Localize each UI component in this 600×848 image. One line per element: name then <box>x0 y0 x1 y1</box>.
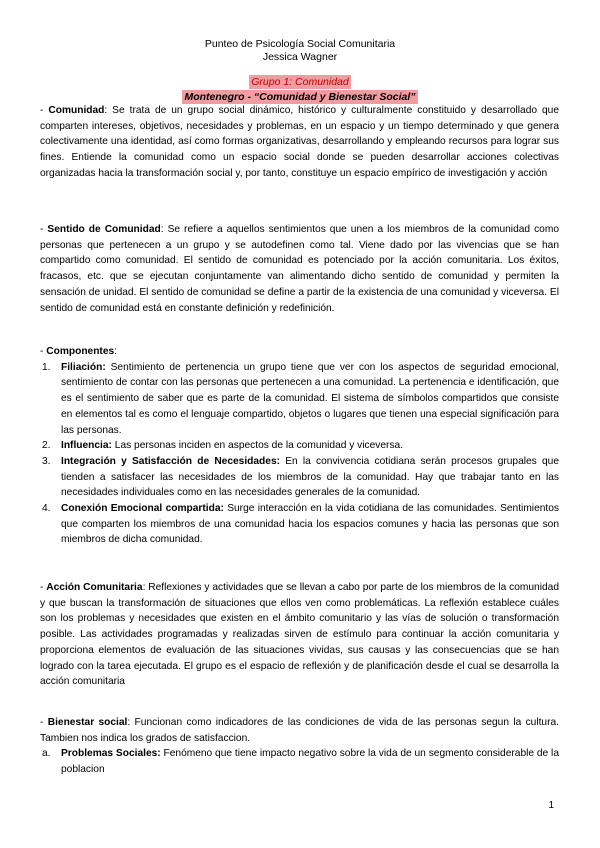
list-item <box>40 454 559 501</box>
list-text: Surge interacción en la vida cotidiana de las comunidades. Sentimientos que comparten los miembros de una comunidad hacia los espacios comunes y hacia las personas que son miembros de dicha comunidad. <box>61 503 559 546</box>
term-componentes: Componentes <box>46 346 115 357</box>
group-heading: Grupo 1: Comunidad <box>251 76 349 88</box>
term-sentido: Sentido de Comunidad <box>47 224 161 235</box>
list-number: 3. <box>42 455 51 467</box>
reference-heading: Montenegro - “Comunidad y Bienestar Social” <box>184 91 416 103</box>
page-number: 1 <box>548 800 554 811</box>
paragraph: - Componentes: <box>40 346 117 357</box>
section-sentido <box>40 222 559 316</box>
term-bienestar: Bienestar social <box>47 717 128 728</box>
list-item <box>40 438 559 454</box>
term-accion: Acción Comunitaria <box>46 582 143 593</box>
section-componentes <box>40 344 559 548</box>
bienestar-list <box>40 746 559 777</box>
definition-text: : Se trata de un grupo social dinámico, histórico y culturalmente constituido y desarrollado que comparten intereses, objetivos, necesidades y problemas, en un espacio y un tiempo determinado y que genera colectivamente una identidad, así como formas organizativas, desarrollando y empleando recursos para lograr sus fines. Entiende la comunidad como un espacio social donde se pueden desarrollar acciones colectivas organizadas hacia la transformación social y, por tanto, constituye un espacio empírico de investigación y acción <box>40 105 559 179</box>
list-text: Sentimiento de pertenencia un grupo tiene que ver con los aspectos de seguridad emocional, sentimiento de contar con las personas que pertenecen a una comunidad. La pertenencia e identificación, que es el sentimiento de saber que es parte de la comunidad. El sistema de símbolos compartidos que consiste en elementos tal es como el lenguaje compartido, objetos o lugares que tienen una especial significación para las personas. <box>61 361 559 436</box>
list-text: Las personas inciden en aspectos de la comunidad y viceversa. <box>111 440 404 452</box>
document-header <box>0 38 600 64</box>
definition-text: : Reflexiones y actividades que se llevan a cabo por parte de los miembros de la comunidad y que buscan la transformación de situaciones que ellos ven como problemáticas. La reflexión establece cuáles son los problemas y necesidades que existen en el ámbito comunitario y las vías de solución o transformación posible. Las actividades programadas y realizadas sirven de estímulo para continuar la acción comunitaria y proporciona elementos de evaluación de las situaciones vividas, sus causas y las consecuencias que se han logrado con la tarea ejecutada. El grupo es el espacio de reflexión y de planificación desde el cual se desarrolla la acción comunitaria <box>40 582 559 688</box>
term-comunidad: Comunidad <box>48 105 105 116</box>
list-term: Influencia: <box>61 440 112 452</box>
list-term: Problemas Sociales: <box>61 748 161 760</box>
list-item <box>40 501 559 548</box>
list-text: Fenómeno que tiene impacto negativo sobre la vida de un segmento considerable de la poblacion <box>61 748 559 776</box>
list-number: 4. <box>42 503 51 515</box>
list-letter: a. <box>42 748 51 760</box>
definition-text: : Se refiere a aquellos sentimientos que unen a los miembros de la comunidad como personas que pertenecen a un grupo y se autodefinen como tal. Viene dado por las vivencias que se han compartido como comunidad. El sentido de comunidad es potenciado por la acción comunitaria. Los éxitos, fracasos, etc. que se ejecutan conjuntamente van alimentando dicho sentido de comunidad y permiten la sensación de unidad. El sentido de comunidad se define a partir de la existencia de una comunidad y viceversa. El sentido de comunidad está en constante definición y redefinición. <box>40 224 559 314</box>
paragraph: - Sentido de Comunidad: Se refiere a aquellos sentimientos que unen a los miembros de la comunidad como personas que pertenecen a un grupo y se autodefinen como tal. Viene dado por las vivencias que se han compartido como comunidad. El sentido de comunidad es potenciado por la acción comunitaria. Los éxitos, fracasos, etc. que se ejecutan conjuntamente van alimentando dicho sentido de comunidad y permiten la sensación de unidad. El sentido de comunidad se define a partir de la existencia de una comunidad y viceversa. El sentido de comunidad está en constante definición y redefinición. <box>40 224 559 314</box>
document-title: Punteo de Psicología Social Comunitaria <box>204 38 396 50</box>
list-term: Filiación: <box>61 361 106 373</box>
list-term: Conexión Emocional compartida: <box>61 503 224 515</box>
list-number: 1. <box>42 361 51 373</box>
paragraph: - Comunidad: Se trata de un grupo social dinámico, histórico y culturalmente constituido y desarrollado que comparten intereses, objetivos, necesidades y problemas, en un espacio y un tiempo determinado y que genera colectivamente una identidad, así como formas organizativas, desarrollando y empleando recursos para lograr sus fines. Entiende la comunidad como un espacio social donde se pueden desarrollar acciones colectivas organizadas hacia la transformación social y, por tanto, constituye un espacio empírico de investigación y acción <box>40 105 559 179</box>
list-number: 2. <box>42 440 51 452</box>
section-comunidad <box>40 103 559 182</box>
list-text: En la convivencia cotidiana serán procesos grupales que tienden a satisfacer las necesidades de los miembros de la comunidad. Hay que trabajar tanto en las necesidades individuales como en las necesidades generales de la comunidad. <box>61 455 559 499</box>
term-suffix: : <box>114 346 117 357</box>
paragraph: - Acción Comunitaria: Reflexiones y actividades que se llevan a cabo por parte de los miembros de la comunidad y que buscan la transformación de situaciones que ellos ven como problemáticas. La reflexión establece cuáles son los problemas y necesidades que existen en el ámbito comunitario y las vías de solución o transformación posible. Las actividades programadas y realizadas sirven de estímulo para continuar la acción comunitaria y proporciona elementos de evaluación de las situaciones vividas, sus causas y las consecuencias que se han logrado con la tarea ejecutada. El grupo es el espacio de reflexión y de planificación desde el cual se desarrolla la acción comunitaria <box>40 582 559 688</box>
components-list <box>40 360 559 548</box>
list-item <box>40 746 559 777</box>
paragraph: - Bienestar social: Funcionan como indicadores de las condiciones de vida de las personas segun la cultura. Tambien nos indica los grados de satisfaccion. <box>40 717 559 744</box>
section-accion <box>40 580 559 690</box>
document-author: Jessica Wagner <box>262 51 338 63</box>
definition-text: : Funcionan como indicadores de las condiciones de vida de las personas segun la cultura. Tambien nos indica los grados de satisfaccion. <box>40 717 559 744</box>
list-item <box>40 360 559 439</box>
list-term: Integración y Satisfacción de Necesidades: <box>61 455 281 467</box>
section-bienestar <box>40 715 559 778</box>
